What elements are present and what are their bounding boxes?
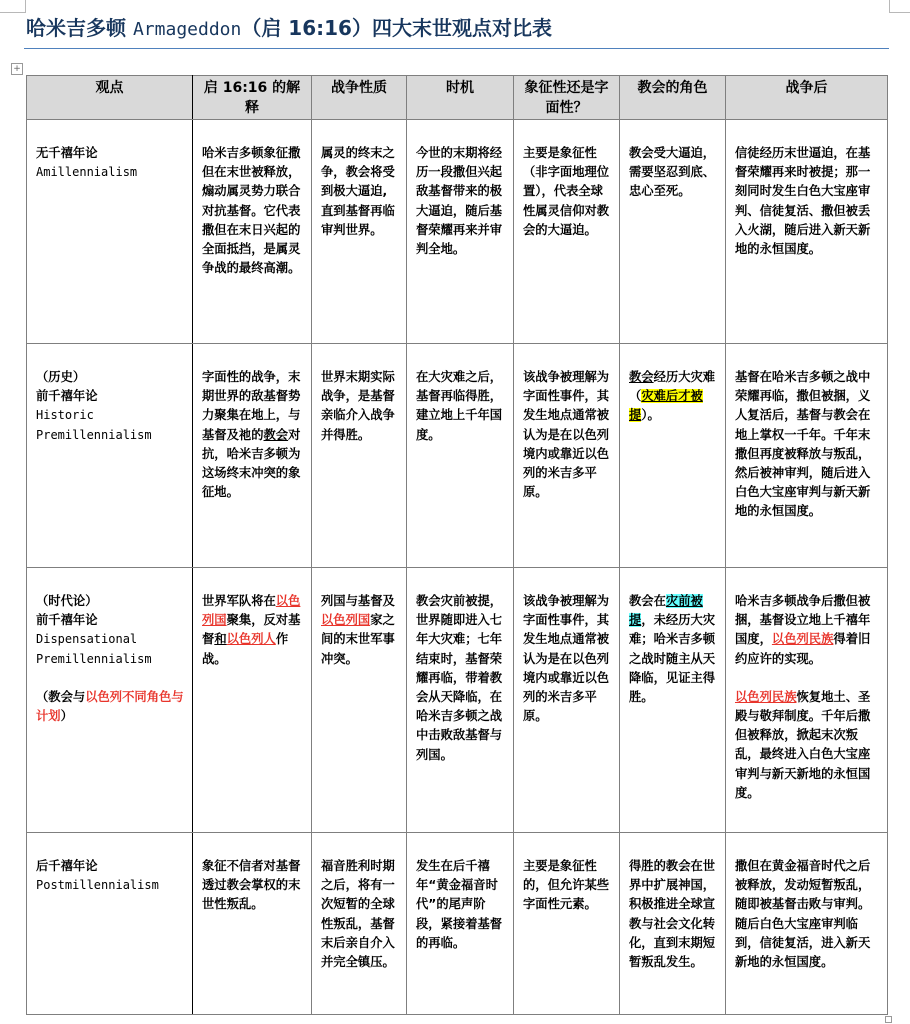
header-symbolic-literal: 象征性还是字面性？ (514, 76, 620, 120)
cell-symbolic-literal: 主要是象征性（非字面地理位置），代表全球性属灵信仰对教会的大逼迫。 (514, 120, 620, 344)
title-cn-prefix: 哈米吉多顿 (26, 16, 126, 40)
header-view: 观点 (27, 76, 193, 120)
cell-timing: 在大灾难之后，基督再临得胜，建立地上千年国度。 (407, 344, 514, 568)
comparison-table (26, 75, 888, 1015)
cell-interpretation (193, 344, 312, 568)
view-name-cn: 前千禧年论 (36, 389, 98, 404)
underlined-text: 教会 (263, 427, 289, 442)
text: ，未经历大灾难；哈米吉多顿之战时随主从天降临，见证主得胜。 (629, 613, 716, 705)
text: 世界军队将在 (202, 594, 276, 608)
after-war-para-2 (735, 688, 879, 803)
view-note (36, 688, 184, 726)
red-text: 以色列不同角色与计划 (36, 689, 184, 724)
view-prefix: （历史） (36, 370, 86, 384)
red-underlined-text: 以色列国 (202, 594, 301, 628)
title-underline (24, 48, 889, 49)
cell-view (27, 833, 193, 1015)
spacer (735, 669, 879, 688)
text: ）。 (641, 408, 660, 423)
view-name-en-1: Dispensational (36, 632, 138, 647)
cell-after-war: 撒但在黄金福音时代之后被释放，发动短暂叛乱，随即被基督击败与审判。随后白色大宝座审判临到，信徒复活，进入新天新地的永恒国度。 (726, 833, 888, 1015)
red-underlined-text: 以色列民族 (735, 689, 797, 704)
cell-interpretation: 哈米吉多顿象征撒但在末世被释放，煽动属灵势力联合对抗基督。它代表撒但在末日兴起的全面抵挡，是属灵争战的最终高潮。 (193, 120, 312, 344)
page-corner-mark-top-right (889, 0, 910, 13)
cell-timing: 今世的末期将经历一段撒但兴起敌基督带来的极大逼迫，随后基督荣耀再来并审判全地。 (407, 120, 514, 344)
underlined-text: 教会 (629, 370, 654, 384)
red-underlined-text: 以色列民族 (771, 632, 834, 647)
cell-symbolic-literal: 该战争被理解为字面性事件，其发生地点通常被认为是在以色列境内或靠近以色列的米吉多平原。 (514, 568, 620, 833)
cell-timing: 教会灾前被提，世界随即进入七年大灾难；七年结束时，基督荣耀再临，带着教会从天降临，在哈米吉多顿之战中击败敌基督与列国。 (407, 568, 514, 833)
text: 家之间的末世军事冲突。 (321, 613, 395, 666)
view-name-en-1: Historic (36, 408, 94, 423)
cell-interpretation (193, 568, 312, 833)
spacer (36, 669, 184, 688)
text: 聚集，反对基督 (202, 613, 301, 647)
highlighted-text: 灾前被提 (629, 594, 703, 628)
text: 教会在 (629, 594, 666, 608)
view-name-en: Amillennialism (36, 165, 138, 180)
cell-view (27, 120, 193, 344)
view-prefix: （时代论） (36, 594, 98, 608)
title-en: Armageddon (132, 19, 242, 40)
page-corner-mark-top-left (0, 0, 26, 13)
cell-view (27, 568, 193, 833)
view-name-en: Postmillennialism (36, 878, 159, 893)
cell-after-war (726, 568, 888, 833)
page-title (26, 12, 552, 41)
title-cn-suffix: （启 16:16）四大末世观点对比表 (241, 16, 552, 40)
view-name-en-2: Premillennialism (36, 651, 152, 666)
text: 得着旧约应许的实现。 (735, 632, 871, 666)
header-after-war: 战争后 (726, 76, 888, 120)
table-header-row (27, 76, 888, 120)
text: 恢复地土、圣殿与敬拜制度。千年后撒但被释放，掀起末次叛乱，最终进入白色大宝座审判与新天新地的永恒国度。 (735, 689, 871, 800)
text: 哈米吉多顿战争后撒但被捆，基督设立地上千禧年国度， (735, 594, 871, 647)
header-nature: 战争性质 (312, 76, 407, 120)
text: 作战。 (202, 632, 289, 666)
cell-after-war: 信徒经历末世逼迫，在基督荣耀再来时被提；那一刻同时发生白色大宝座审判、信徒复活、撒但被丢入火湖，随后进入新天新地的永恒国度。 (726, 120, 888, 344)
header-church-role: 教会的角色 (620, 76, 726, 120)
resize-square-icon[interactable] (885, 1016, 892, 1023)
cell-nature: 世界末期实际战争，是基督亲临介入战争并得胜。 (312, 344, 407, 568)
view-name-cn: 无千禧年论 (36, 146, 98, 160)
underlined-text: 和 (214, 632, 227, 647)
header-timing: 时机 (407, 76, 514, 120)
header-interpretation: 启 16:16 的解释 (193, 76, 312, 120)
view-name-cn: 前千禧年论 (36, 613, 98, 628)
highlighted-text: 灾难后才被提 (629, 389, 703, 423)
text: 经历大灾难（ (629, 370, 716, 404)
cell-nature: 福音胜利时期之后，将有一次短暂的全球性叛乱，基督末后亲自介入并完全镇压。 (312, 833, 407, 1015)
red-underlined-text: 以色列国 (321, 613, 371, 628)
view-name-en-2: Premillennialism (36, 427, 152, 442)
table-row (27, 120, 888, 344)
cell-timing: 发生在后千禧年“黄金福音时代”的尾声阶段，紧接着基督的再临。 (407, 833, 514, 1015)
cell-view (27, 344, 193, 568)
cell-nature: 属灵的终末之争，教会将受到极大逼迫,直到基督再临审判世界。 (312, 120, 407, 344)
text: 对抗，哈米吉多顿为这场终末冲突的象征地。 (202, 427, 301, 500)
text: 字面性的战争，末期世界的敌基督势力聚集在地上，与基督及祂的 (202, 370, 301, 442)
red-underlined-text: 以色列人 (226, 632, 276, 647)
cell-church-role: 教会受大逼迫，需要坚忍到底、忠心至死。 (620, 120, 726, 344)
cell-interpretation: 象征不信者对基督透过教会掌权的末世性叛乱。 (193, 833, 312, 1015)
cell-nature (312, 568, 407, 833)
text: 列国与基督及 (321, 594, 395, 608)
table-row (27, 833, 888, 1015)
text: ） (60, 709, 73, 724)
cell-symbolic-literal: 该战争被理解为字面性事件，其发生地点通常被认为是在以色列境内或靠近以色列的米吉多平原。 (514, 344, 620, 568)
cell-church-role (620, 344, 726, 568)
view-name-cn: 后千禧年论 (36, 859, 98, 873)
table-row (27, 344, 888, 568)
cell-after-war: 基督在哈米吉多顿之战中荣耀再临，撒但被捆，义人复活后，基督与教会在地上掌权一千年。千年末撒但再度被释放与叛乱，然后被神审判，随后进入白色大宝座审判与新天新地的永恒国度。 (726, 344, 888, 568)
after-war-para-1 (735, 592, 879, 669)
cell-church-role (620, 568, 726, 833)
table-row (27, 568, 888, 833)
cell-symbolic-literal: 主要是象征性的，但允许某些字面性元素。 (514, 833, 620, 1015)
move-cross-icon[interactable]: + (11, 63, 23, 75)
text: （教会与 (36, 689, 86, 704)
cell-church-role: 得胜的教会在世界中扩展神国，积极推进全球宣教与社会文化转化，直到末期短暂叛乱发生。 (620, 833, 726, 1015)
